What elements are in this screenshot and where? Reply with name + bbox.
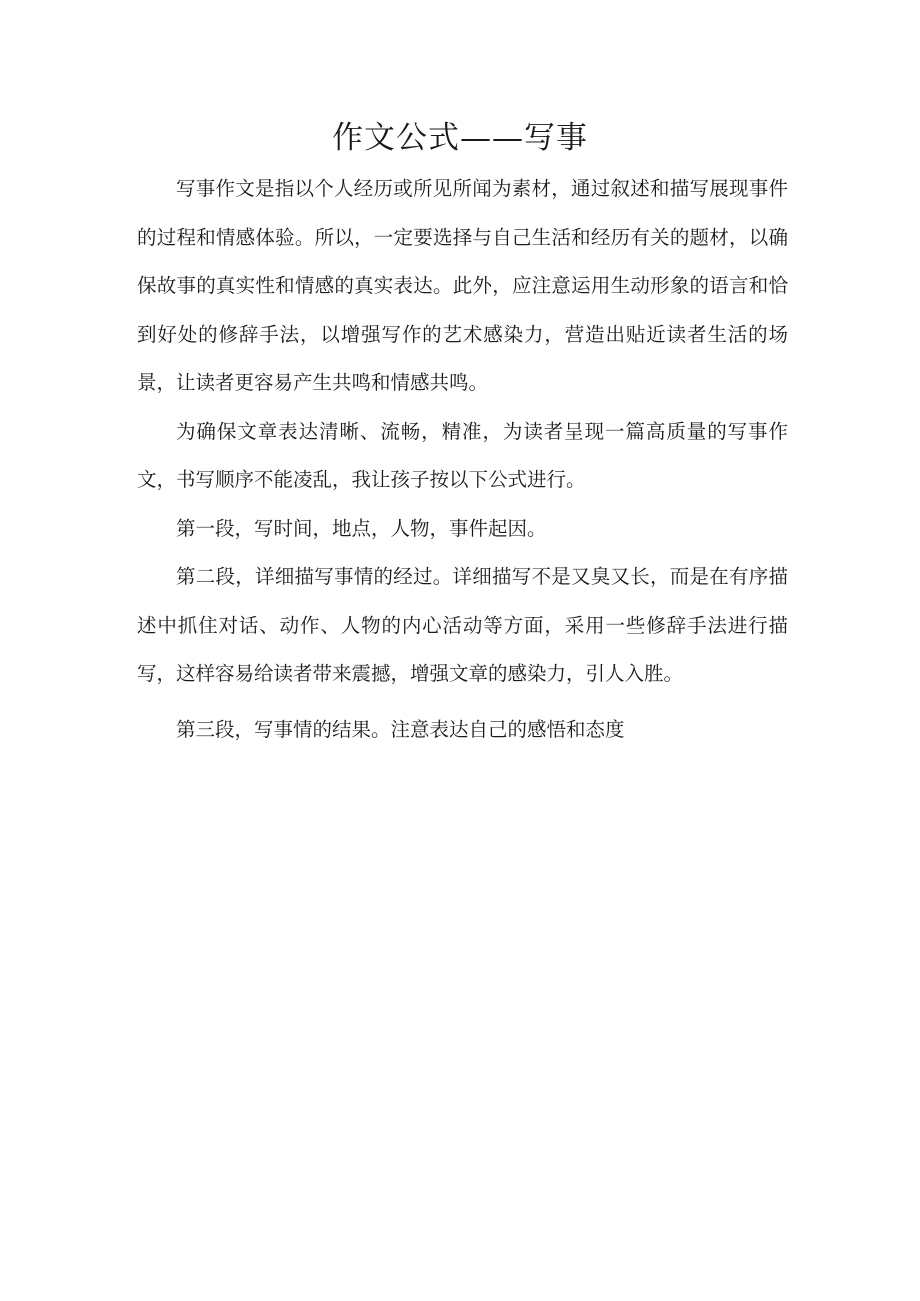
paragraph-second-section: 第二段，详细描写事情的经过。详细描写不是又臭又长，而是在有序描述中抓住对话、动作、人物的内心活动等方面，采用一些修辞手法进行描写，这样容易给读者带来震撼，增强文章的感染力，引人入胜。: [137, 565, 788, 685]
paragraph-third-section: 第三段，写事情的结果。注意表达自己的感悟和态度: [176, 718, 625, 741]
document-title: 作文公式——写事: [332, 120, 588, 156]
paragraph-order: 为确保文章表达清晰、流畅，精准，为读者呈现一篇高质量的写事作文，书写顺序不能凌乱，我让孩子按以下公式进行。: [137, 419, 788, 491]
document-body-end: [137, 706, 788, 755]
paragraph-intro: 写事作文是指以个人经历或所见所闻为素材，通过叙述和描写展现事件的过程和情感体验。所以，一定要选择与自己生活和经历有关的题材，以确保故事的真实性和情感的真实表达。此外，应注意运用生动形象的语言和恰到好处的修辞手法，以增强写作的艺术感染力，营造出贴近读者生活的场景，让读者更容易产生共鸣和情感共鸣。: [137, 177, 788, 394]
paragraph-first-section: 第一段，写时间，地点，人物，事件起因。: [176, 516, 547, 540]
document-body: [137, 165, 788, 699]
